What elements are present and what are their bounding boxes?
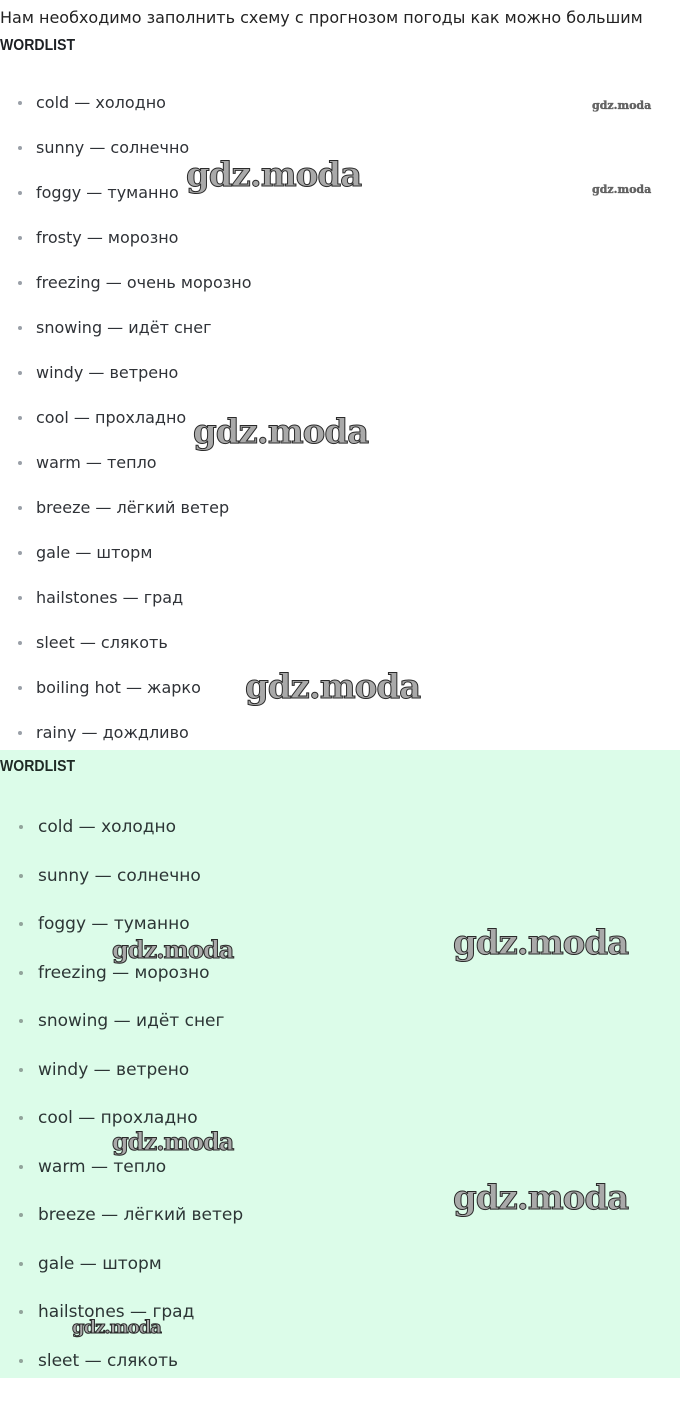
intro-text: Нам необходимо заполнить схему с прогнозом погоды как можно большим [0, 8, 643, 27]
bullet-icon [18, 731, 22, 735]
list-item: sleet — слякоть [38, 1348, 243, 1397]
bullet-icon [18, 551, 22, 555]
wordlist-2 [38, 814, 243, 1396]
bullet-icon [18, 461, 22, 465]
bullet-icon [19, 1262, 23, 1266]
list-item: gale — шторм [38, 1251, 243, 1300]
watermark-logo: gdz.moda [72, 1317, 161, 1338]
wordlist-heading-2: WORDLIST [0, 758, 76, 775]
bullet-icon [19, 1068, 23, 1072]
watermark-logo: gdz.moda [245, 667, 421, 707]
watermark-logo: gdz.moda [112, 1127, 234, 1156]
list-item: hailstones — град [36, 585, 251, 630]
list-item: windy — ветрено [36, 360, 251, 405]
bullet-icon [19, 1165, 23, 1169]
watermark-logo: gdz.moda [592, 183, 652, 196]
green-answer-block [0, 750, 680, 1378]
bullet-icon [18, 281, 22, 285]
bullet-icon [18, 416, 22, 420]
bullet-icon [18, 506, 22, 510]
bullet-icon [18, 686, 22, 690]
bullet-icon [19, 874, 23, 878]
list-item: sunny — солнечно [38, 863, 243, 912]
bullet-icon [19, 922, 23, 926]
bullet-icon [18, 191, 22, 195]
list-item: cold — холодно [38, 814, 243, 863]
watermark-logo: gdz.moda [453, 1178, 629, 1218]
list-item: gale — шторм [36, 540, 251, 585]
bullet-icon [19, 825, 23, 829]
list-item: breeze — лёгкий ветер [38, 1202, 243, 1251]
list-item: freezing — очень морозно [36, 270, 251, 315]
watermark-logo: gdz.moda [112, 935, 234, 964]
list-item: freezing — морозно [38, 960, 243, 1009]
bullet-icon [18, 101, 22, 105]
list-item: foggy — туманно [36, 180, 251, 225]
list-item: snowing — идёт снег [36, 315, 251, 360]
watermark-logo: gdz.moda [453, 923, 629, 963]
list-item: breeze — лёгкий ветер [36, 495, 251, 540]
bullet-icon [18, 371, 22, 375]
wordlist-heading-1: WORDLIST [0, 37, 76, 54]
bullet-icon [18, 641, 22, 645]
list-item: windy — ветрено [38, 1057, 243, 1106]
list-item: warm — тепло [36, 450, 251, 495]
list-item: cold — холодно [36, 90, 251, 135]
list-item: frosty — морозно [36, 225, 251, 270]
list-item: sleet — слякоть [36, 630, 251, 675]
bullet-icon [18, 326, 22, 330]
bullet-icon [19, 1019, 23, 1023]
list-item: foggy — туманно [38, 911, 243, 960]
bullet-icon [18, 146, 22, 150]
list-item: hailstones — град [38, 1299, 243, 1348]
watermark-logo: gdz.moda [186, 155, 362, 195]
list-item: rainy — дождливо [36, 720, 251, 765]
watermark-logo: gdz.moda [193, 412, 369, 452]
list-item: cool — прохладно [36, 405, 251, 450]
list-item: warm — тепло [38, 1154, 243, 1203]
bullet-icon [19, 971, 23, 975]
bullet-icon [19, 1359, 23, 1363]
list-item: snowing — идёт снег [38, 1008, 243, 1057]
bullet-icon [19, 1213, 23, 1217]
list-item: boiling hot — жарко [36, 675, 251, 720]
bullet-icon [19, 1310, 23, 1314]
list-item: cool — прохладно [38, 1105, 243, 1154]
bullet-icon [19, 1116, 23, 1120]
bullet-icon [18, 236, 22, 240]
list-item: sunny — солнечно [36, 135, 251, 180]
watermark-logo: gdz.moda [592, 99, 652, 112]
bullet-icon [18, 596, 22, 600]
